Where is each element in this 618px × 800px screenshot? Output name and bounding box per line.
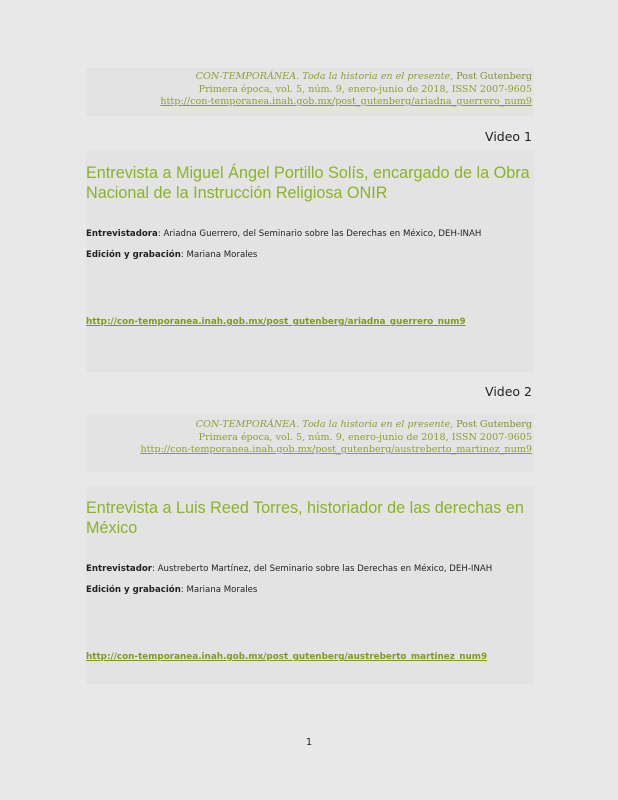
edition-label: Edición y grabación: [86, 585, 181, 595]
video-label-2: Video 2: [485, 384, 532, 399]
issue-info: Primera época, vol. 5, núm. 9, enero-junio de 2018, ISSN 2007-9605: [198, 431, 532, 443]
video-title-2: [86, 499, 536, 538]
interviewer-line-1: [86, 229, 481, 239]
title-line: México: [86, 518, 138, 537]
interviewer-value: : Ariadna Guerrero, del Seminario sobre las Derechas en México, DEH-INAH: [157, 229, 482, 239]
title-line: Entrevista a Luis Reed Torres, historiador de las derechas en: [86, 499, 524, 517]
video-link-1[interactable]: http://con-temporanea.inah.gob.mx/post_gutenberg/ariadna_guerrero_num9: [86, 317, 466, 327]
edition-line-1: [86, 250, 257, 260]
header-url-link[interactable]: http://con-temporanea.inah.gob.mx/post_gutenberg/ariadna_guerrero_num9: [160, 96, 532, 108]
edition-value: : Mariana Morales: [180, 585, 258, 595]
interviewer-label: Entrevistador: [86, 564, 153, 574]
video-label-1: Video 1: [485, 129, 532, 144]
section-name: Post Gutenberg: [453, 419, 532, 430]
journal-header-1: [86, 71, 532, 109]
interviewer-value: : Austreberto Martínez, del Seminario sobre las Derechas en México, DEH-INAH: [152, 564, 493, 574]
section-name: Post Gutenberg: [453, 71, 532, 82]
interviewer-label: Entrevistadora: [86, 229, 158, 239]
interviewer-line-2: [86, 564, 492, 574]
edition-line-2: [86, 585, 257, 595]
video-link-2[interactable]: http://con-temporanea.inah.gob.mx/post_gutenberg/austreberto_martinez_num9: [86, 652, 488, 662]
title-line: Nacional de la Instrucción Religiosa ONIR: [86, 183, 388, 202]
issue-info: Primera época, vol. 5, núm. 9, enero-junio de 2018, ISSN 2007-9605: [198, 83, 532, 95]
journal-name: CON-TEMPORÁNEA. Toda la historia en el presente,: [195, 71, 454, 82]
page-number: 1: [305, 737, 313, 748]
journal-header-2: [86, 419, 532, 457]
edition-value: : Mariana Morales: [180, 250, 258, 260]
journal-name: CON-TEMPORÁNEA. Toda la historia en el presente,: [195, 419, 454, 430]
header-url-link[interactable]: http://con-temporanea.inah.gob.mx/post_gutenberg/austreberto_martinez_num9: [140, 444, 532, 456]
title-line: Entrevista a Miguel Ángel Portillo Solís, encargado de la Obra: [86, 164, 530, 182]
edition-label: Edición y grabación: [86, 250, 181, 260]
video-title-1: [86, 164, 536, 203]
